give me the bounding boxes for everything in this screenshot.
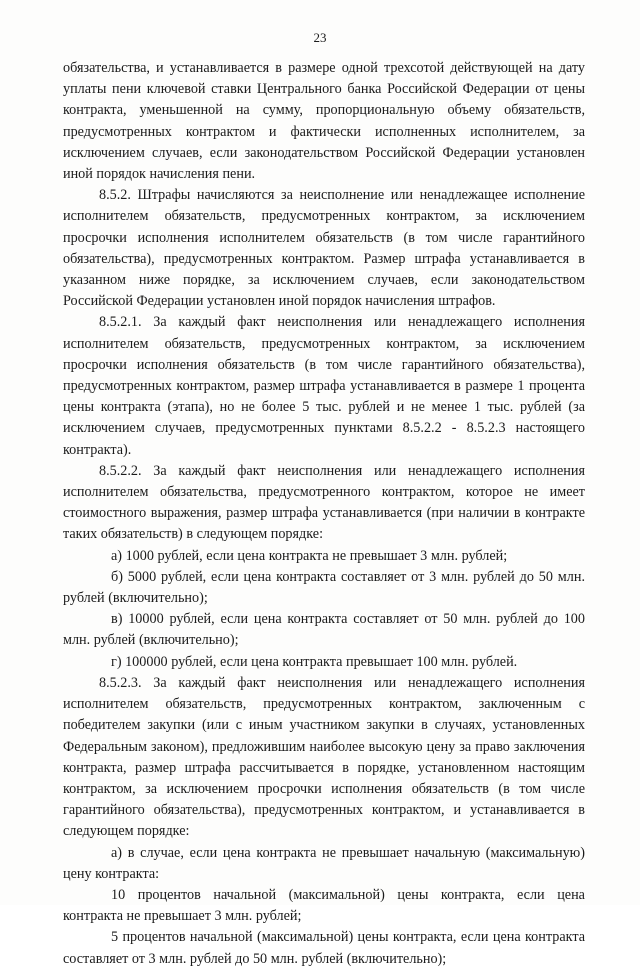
- sub-item-10-percent: 10 процентов начальной (максимальной) цены контракта, если цена контракта не превышает 3 млн. рублей;: [63, 886, 585, 925]
- list-item-a-2: а) в случае, если цена контракта не превышает начальную (максимальную) цену контракта:: [63, 844, 585, 882]
- list-item-a: а) 1000 рублей, если цена контракта не превышает 3 млн. рублей;: [111, 547, 508, 564]
- paragraph: обязательства, и устанавливается в размере одной трехсотой действующей на дату уплаты пени ключевой ставки Центрального банка Российской Федерации от цены контракта, уменьшенной на сумму, пропорциональную объему обязательств, предусмотренных контрактом и фактически исполненных исполнителем, за исключением случаев, если законодательством Российской Федерации установлен иной порядок начисления пени.: [63, 60, 585, 183]
- paragraph-8-5-2-1: 8.5.2.1. За каждый факт неисполнения или ненадлежащего исполнения исполнителем обязательств, предусмотренных контрактом, за исключением просрочки исполнения обязательств (в том числе гарантийного обязательства), предусмотренных контрактом, размер штрафа устанавливается в размере 1 процента цены контракта (этапа), но не более 5 тыс. рублей и не менее 1 тыс. рублей (за исключением случаев, предусмотренных пунктами 8.5.2.2 - 8.5.2.3 настоящего контракта).: [63, 314, 585, 458]
- list-item-b: б) 5000 рублей, если цена контракта составляет от 3 млн. рублей до 50 млн. рублей (включительно);: [63, 568, 585, 607]
- paragraph-8-5-2: 8.5.2. Штрафы начисляются за неисполнение или ненадлежащее исполнение исполнителем обязательств, предусмотренных контрактом, за исключением просрочки исполнения исполнителем обязательств (в том числе гарантийного обязательства), предусмотренных контрактом. Размер штрафа устанавливается в указанном ниже порядке, за исключением случаев, если законодательством Российской Федерации установлен иной порядок начисления штрафов.: [63, 187, 585, 310]
- document-body: [63, 58, 585, 970]
- sub-item-5-percent: 5 процентов начальной (максимальной) цены контракта, если цена контракта составляет от 3 млн. рублей до 50 млн. рублей (включительно);: [63, 929, 585, 967]
- paragraph-8-5-2-3: 8.5.2.3. За каждый факт неисполнения или ненадлежащего исполнения исполнителем обязательств, предусмотренных контрактом, заключенным с победителем закупки (или с иным участником закупки в случаях, установленных Федеральным законом), предложившим наиболее высокую цену за право заключения контракта, размер штрафа рассчитывается в порядке, установленном настоящим контрактом, за исключением просрочки исполнения обязательств (в том числе гарантийного обязательства), предусмотренных контрактом, и устанавливается в следующем порядке:: [63, 674, 585, 840]
- paragraph-8-5-2-2: 8.5.2.2. За каждый факт неисполнения или ненадлежащего исполнения исполнителем обязательства, предусмотренного контрактом, которое не имеет стоимостного выражения, размер штрафа устанавливается (при наличии в контракте таких обязательств) в следующем порядке:: [63, 462, 585, 543]
- list-item-v: в) 10000 рублей, если цена контракта составляет от 50 млн. рублей до 100 млн. рублей (включительно);: [63, 611, 585, 649]
- page-number: 23: [313, 30, 327, 45]
- list-item-g: г) 100000 рублей, если цена контракта превышает 100 млн. рублей.: [111, 653, 518, 670]
